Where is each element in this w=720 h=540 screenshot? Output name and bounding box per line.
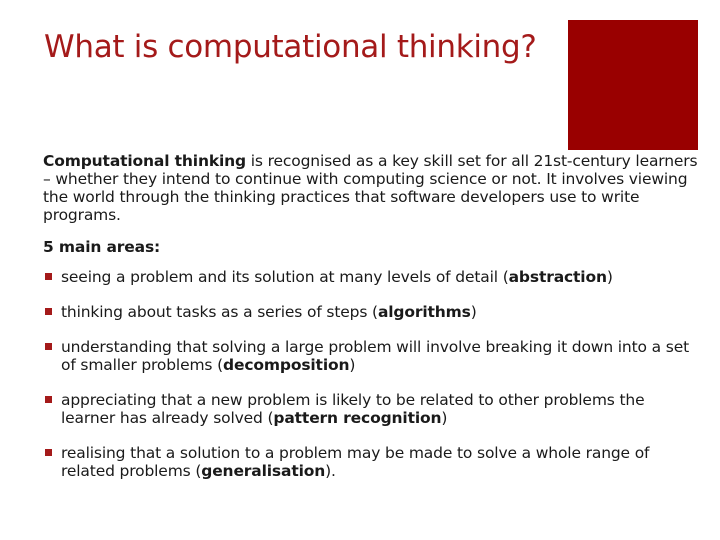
areas-list <box>43 268 703 480</box>
areas-label: 5 main areas: <box>43 238 161 256</box>
slide-body <box>43 152 703 497</box>
list-item <box>43 444 703 480</box>
intro-text: is recognised as a key skill set for all 21st-century learners – whether they intend to continue with computing science or not. It involves viewing the world through the thinking practices that software developers use to write programs. <box>43 152 698 224</box>
square-bullet-icon <box>45 343 52 350</box>
square-bullet-icon <box>45 308 52 315</box>
bullet-term: pattern recognition <box>273 409 442 427</box>
bullet-text-end: ) <box>441 409 448 427</box>
square-bullet-icon <box>45 449 52 456</box>
bullet-term: decomposition <box>223 356 350 374</box>
square-bullet-icon <box>45 273 52 280</box>
bullet-text-end: ) <box>470 303 477 321</box>
square-bullet-icon <box>45 396 52 403</box>
bullet-text: seeing a problem and its solution at many levels of detail ( <box>61 268 509 286</box>
slide-title: What is computational thinking? <box>44 29 537 65</box>
bullet-term: algorithms <box>377 303 471 321</box>
bullet-text: appreciating that a new problem is likely to be related to other problems the learner has already solved ( <box>61 391 645 427</box>
list-item <box>43 338 703 374</box>
bullet-text-end: ). <box>325 462 336 480</box>
intro-paragraph <box>43 152 703 224</box>
intro-term: Computational thinking <box>43 152 246 170</box>
bullet-term: generalisation <box>201 462 326 480</box>
list-item <box>43 303 703 321</box>
bullet-term: abstraction <box>508 268 607 286</box>
bullet-text-end: ) <box>606 268 613 286</box>
bullet-text: realising that a solution to a problem may be made to solve a whole range of related problems ( <box>61 444 650 480</box>
bullet-text-end: ) <box>349 356 356 374</box>
bullet-text: understanding that solving a large problem will involve breaking it down into a set of smaller problems ( <box>61 338 690 374</box>
bullet-text: thinking about tasks as a series of steps ( <box>61 303 378 321</box>
list-item <box>43 268 703 286</box>
accent-block <box>568 20 698 150</box>
list-item <box>43 391 703 427</box>
